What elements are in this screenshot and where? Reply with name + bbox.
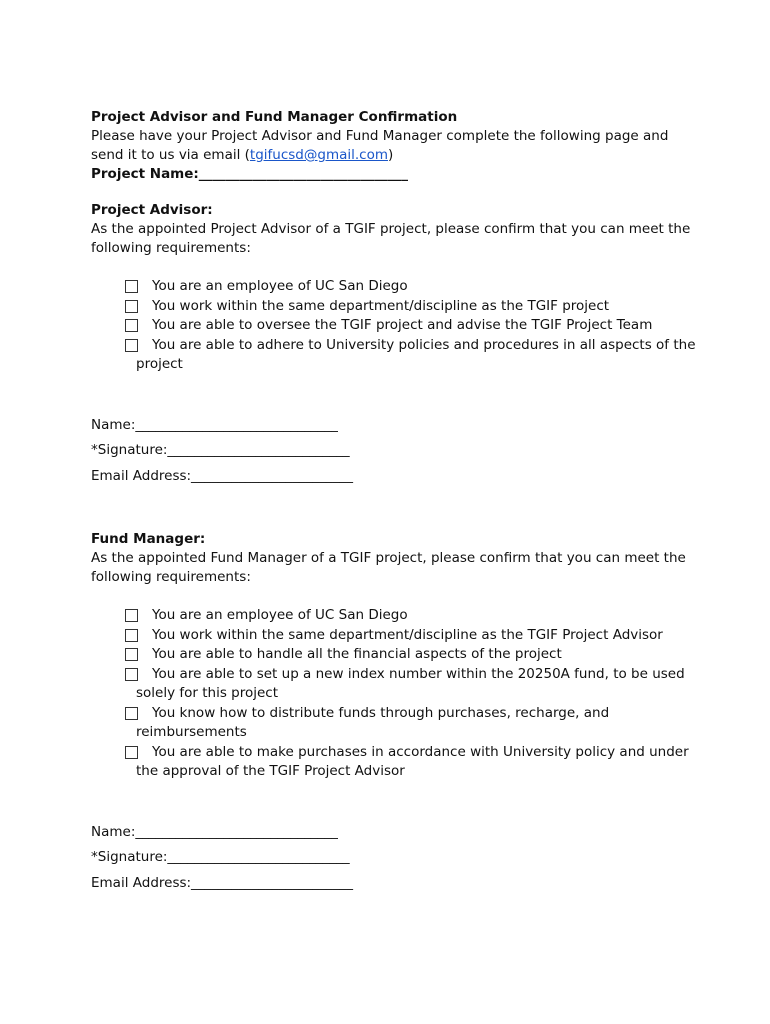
check-label-continuation: the approval of the TGIF Project Advisor [136, 763, 405, 779]
advisor-checklist [125, 277, 696, 375]
check-label: You are able to make purchases in accordance with University policy and under [152, 743, 689, 760]
advisor-check-item[interactable] [125, 336, 696, 356]
check-label: You are able to adhere to University policies and procedures in all aspects of the [152, 336, 696, 353]
checkbox[interactable] [125, 280, 138, 293]
advisor-signature-field[interactable]: *Signature:___________________________ [91, 442, 350, 458]
checkbox[interactable] [125, 300, 138, 313]
document-page [91, 108, 696, 896]
fund-manager-heading: Fund Manager: [91, 531, 206, 547]
advisor-intro-line-1: As the appointed Project Advisor of a TGIF project, please confirm that you can meet the [91, 221, 691, 237]
fund-manager-name-field[interactable]: Name:______________________________ [91, 823, 338, 840]
intro-suffix: ) [388, 147, 394, 163]
check-label-continuation: reimbursements [136, 724, 247, 740]
fund-manager-check-item[interactable] [125, 626, 691, 646]
fund-manager-check-item[interactable] [125, 606, 691, 626]
fund-manager-signature-field[interactable]: *Signature:___________________________ [91, 849, 350, 865]
email-link[interactable]: tgifucsd@gmail.com [249, 147, 388, 163]
check-label-continuation: solely for this project [136, 685, 279, 701]
fund-manager-check-item[interactable] [125, 704, 691, 724]
advisor-intro-line-2: following requirements: [91, 240, 251, 256]
fund-manager-checklist [125, 606, 691, 782]
project-name-field[interactable]: Project Name:_______________________________ [91, 166, 409, 182]
fund-manager-intro-line-2: following requirements: [91, 569, 251, 585]
advisor-email-field[interactable]: Email Address:________________________ [91, 467, 354, 484]
check-label: You work within the same department/discipline as the TGIF project [152, 297, 610, 314]
fund-manager-check-item[interactable] [125, 743, 691, 763]
checkbox[interactable] [125, 339, 138, 352]
check-label: You are able to handle all the financial aspects of the project [152, 646, 562, 662]
advisor-check-item[interactable] [125, 297, 691, 317]
check-label: You work within the same department/discipline as the TGIF Project Advisor [152, 626, 663, 643]
advisor-heading: Project Advisor: [91, 202, 213, 218]
check-label: You are an employee of UC San Diego [152, 278, 408, 294]
check-label: You are able to oversee the TGIF project and advise the TGIF Project Team [152, 317, 653, 333]
fund-manager-intro-line-1: As the appointed Fund Manager of a TGIF project, please confirm that you can meet the [91, 550, 686, 566]
check-label: You are able to set up a new index number within the 20250A fund, to be used [152, 665, 685, 682]
advisor-check-item[interactable] [125, 316, 691, 336]
checkbox[interactable] [125, 648, 138, 661]
checkbox[interactable] [125, 746, 138, 759]
fund-manager-email-field[interactable]: Email Address:________________________ [91, 874, 354, 891]
check-label: You are an employee of UC San Diego [152, 607, 408, 623]
fund-manager-check-item[interactable] [125, 665, 691, 685]
intro-line-1: Please have your Project Advisor and Fund Manager complete the following page and [91, 128, 669, 144]
checkbox[interactable] [125, 629, 138, 642]
fund-manager-check-item[interactable] [125, 645, 691, 665]
advisor-check-item[interactable] [125, 277, 691, 297]
checkbox[interactable] [125, 319, 138, 332]
intro-line-2 [91, 146, 691, 165]
checkbox[interactable] [125, 707, 138, 720]
document-title: Project Advisor and Fund Manager Confirmation [91, 109, 458, 125]
check-label: You know how to distribute funds through purchases, recharge, and [152, 704, 610, 721]
checkbox[interactable] [125, 609, 138, 622]
advisor-name-field[interactable]: Name:______________________________ [91, 416, 338, 433]
check-label-continuation: project [136, 356, 183, 372]
checkbox[interactable] [125, 668, 138, 681]
intro-prefix: send it to us via email ( [91, 147, 250, 163]
